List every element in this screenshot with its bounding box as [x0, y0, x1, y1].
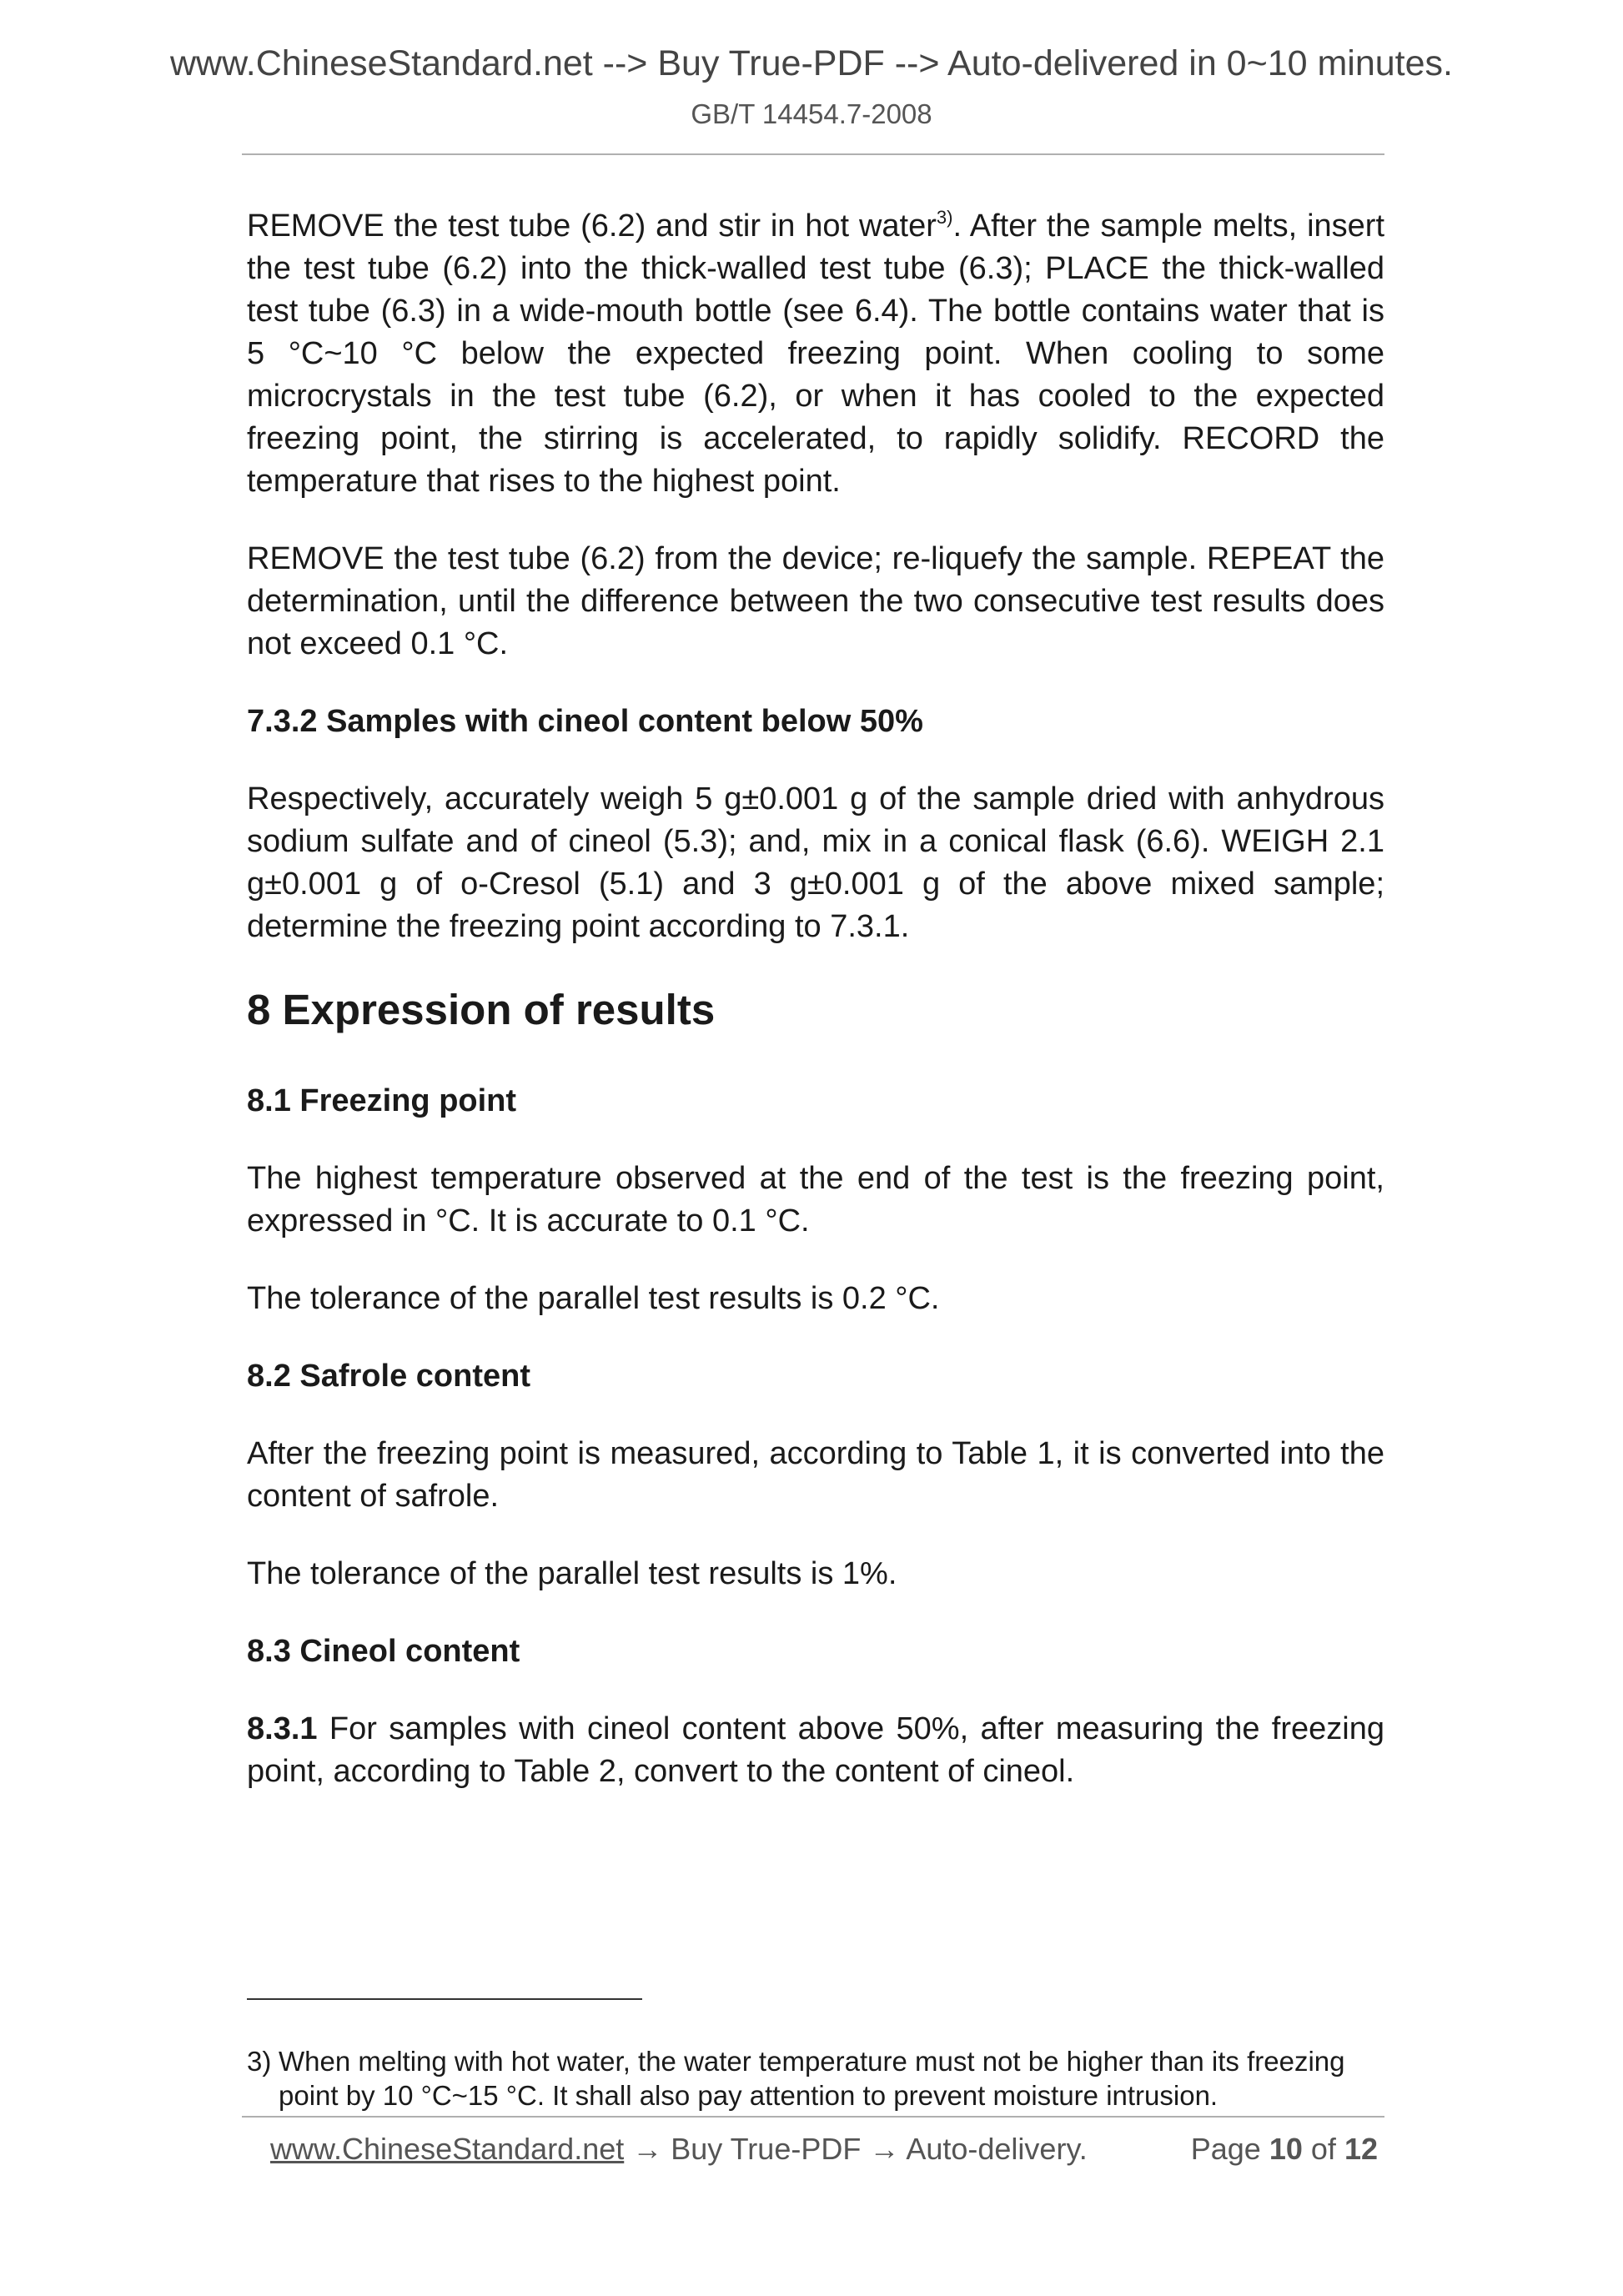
page-footer [270, 2132, 1384, 2168]
section-heading-8: 8 Expression of results [247, 986, 716, 1033]
section-heading-8-3: 8.3 Cineol content [247, 1634, 520, 1669]
footnote-divider [247, 1998, 642, 2000]
paragraph-text: REMOVE the test tube (6.2) and stir in hot water [247, 208, 937, 244]
paragraph-text: . After the sample melts, insert the test tube (6.2) into the thick-walled test tube (6.3); PLACE the thick-walled test tube (6.3) in a wide-mouth bottle (see 6.4). The bottle contains water that is 5 °C~10 °C below the expected freezing point. When cooling to some microcrystals in the test tube (6.2), or when it has cooled to the expected freezing point, the stirring is accelerated, to rapidly solidify. RECORD the temperature that rises to the highest point. [247, 208, 1384, 499]
footer-promo [270, 2132, 1088, 2167]
paragraph-weigh-samples: Respectively, accurately weigh 5 g±0.001 g of the sample dried with anhydrous sodium sulfate and of cineol (5.3); and, mix in a conical flask (6.6). WEIGH 2.1 g±0.001 g of o-Cresol (5.1) and 3 g±0.001 g of the above mixed sample; determine the freezing point according to 7.3.1. [247, 781, 1384, 944]
footer-site-link[interactable]: www.ChineseStandard.net [270, 2132, 625, 2166]
footnote-text: When melting with hot water, the water temperature must not be higher than its freezing point by 10 °C~15 °C. It shall also pay attention to prevent moisture intrusion. [279, 2046, 1345, 2111]
footer-delivery-text: Auto-delivery. [899, 2132, 1088, 2166]
arrow-right-icon: → [869, 2132, 900, 2166]
footer-buy-text: Buy True-PDF [662, 2132, 870, 2166]
page-word: Page [1190, 2132, 1261, 2166]
document-body [247, 205, 1384, 1828]
paragraph-cineol-above-50 [247, 1708, 1384, 1793]
paragraph-safrole-conversion: After the freezing point is measured, according to Table 1, it is converted into the content of safrole. [247, 1436, 1384, 1514]
footer-divider [242, 2116, 1384, 2118]
paragraph-repeat-determination: REMOVE the test tube (6.2) from the device; re-liquefy the sample. REPEAT the determination, until the difference between the two consecutive test results does not exceed 0.1 °C. [247, 541, 1384, 661]
paragraph-remove-stir [247, 205, 1384, 503]
page-total: 12 [1344, 2132, 1378, 2166]
footnote-reference[interactable]: 3) [936, 207, 953, 228]
header-divider [242, 153, 1384, 155]
page-indicator [1191, 2132, 1378, 2167]
paragraph-freezing-point: The highest temperature observed at the end of the test is the freezing point, expressed in °C. It is accurate to 0.1 °C. [247, 1161, 1384, 1238]
section-heading-7-3-2: 7.3.2 Samples with cineol content below 50% [247, 704, 923, 739]
page-current: 10 [1269, 2132, 1303, 2166]
paragraph-tolerance-freezing: The tolerance of the parallel test results is 0.2 °C. [247, 1281, 940, 1316]
header-banner[interactable]: www.ChineseStandard.net --> Buy True-PDF --> Auto-delivered in 0~10 minutes. [169, 43, 1453, 83]
of-word: of [1310, 2132, 1336, 2166]
section-heading-8-1: 8.1 Freezing point [247, 1083, 517, 1118]
section-heading-8-2: 8.2 Safrole content [247, 1359, 530, 1394]
clause-label: 8.3.1 [247, 1711, 318, 1746]
arrow-right-icon: → [632, 2132, 663, 2166]
paragraph-text: For samples with cineol content above 50%, after measuring the freezing point, according to Table 2, convert to the content of cineol. [247, 1711, 1384, 1789]
footnote-mark: 3) [247, 2046, 272, 2077]
footnote [247, 2044, 1384, 2113]
paragraph-tolerance-safrole: The tolerance of the parallel test results is 1%. [247, 1556, 897, 1591]
standard-number: GB/T 14454.7-2008 [691, 98, 932, 129]
